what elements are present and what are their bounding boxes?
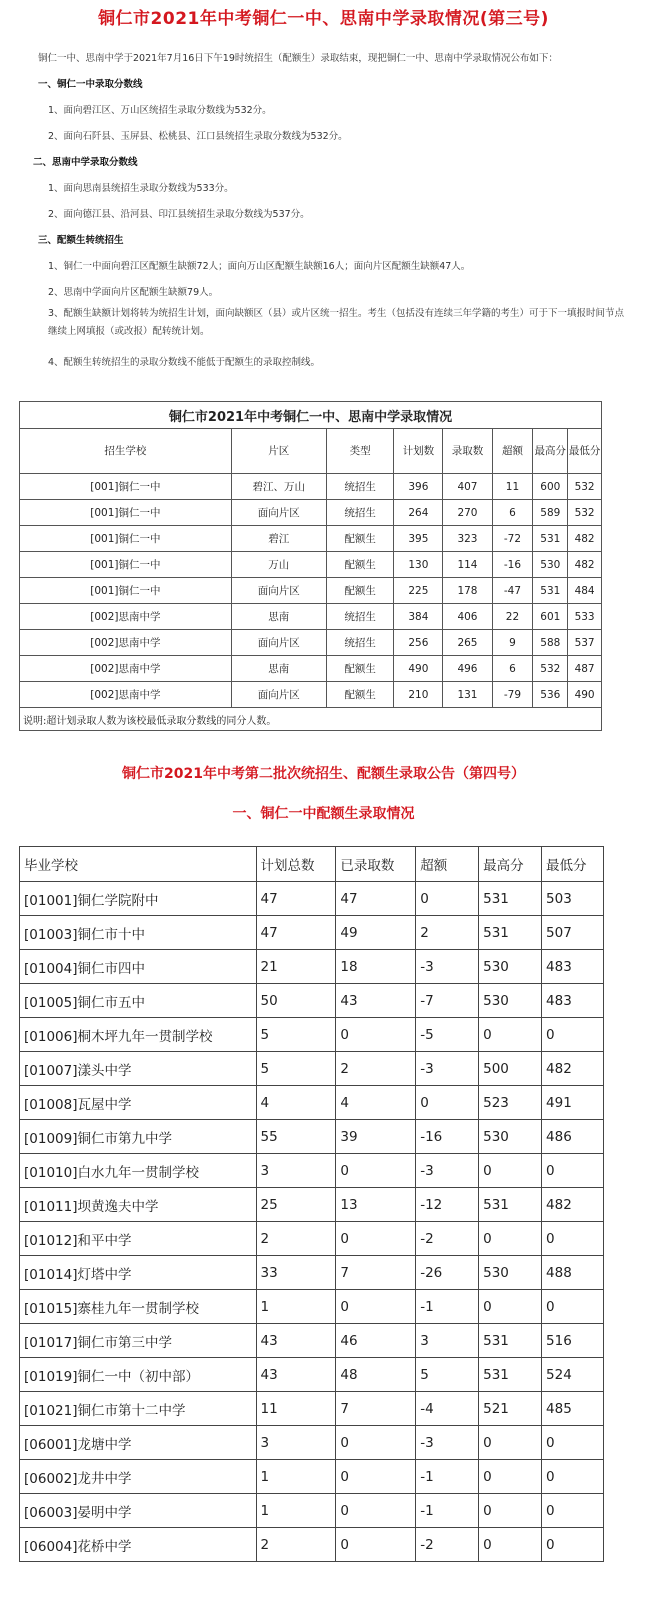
table-cell: 25 [256, 1188, 336, 1222]
table-cell: -2 [416, 1528, 479, 1562]
table-row [20, 578, 602, 604]
table-cell: [01003]铜仁市十中 [20, 916, 257, 950]
table-cell: 533 [568, 604, 602, 630]
table-cell: 0 [336, 1154, 416, 1188]
table-cell: 130 [394, 552, 443, 578]
table-cell: [01009]铜仁市第九中学 [20, 1120, 257, 1154]
table2-header: 最低分 [542, 847, 604, 882]
table-row [20, 984, 604, 1018]
table2-header: 计划总数 [256, 847, 336, 882]
table-row [20, 1256, 604, 1290]
table-cell: 225 [394, 578, 443, 604]
table-row [20, 916, 604, 950]
table1-header: 超额 [492, 429, 533, 474]
admission-table-3 [19, 401, 602, 731]
table-cell: 0 [542, 1154, 604, 1188]
table-cell: [01015]寨桂九年一贯制学校 [20, 1290, 257, 1324]
table-cell: 碧江 [231, 526, 326, 552]
table-row [20, 656, 602, 682]
notice4-subtitle: 一、铜仁一中配额生录取情况 [232, 806, 415, 822]
table-cell: 配额生 [326, 552, 394, 578]
table-cell: 2 [416, 916, 479, 950]
table-cell: 530 [479, 950, 542, 984]
table-cell: 530 [533, 552, 568, 578]
table-cell: [06001]龙塘中学 [20, 1426, 257, 1460]
table-cell: 47 [256, 916, 336, 950]
table-cell: 3 [256, 1154, 336, 1188]
table1-header: 最高分 [533, 429, 568, 474]
table2-header: 最高分 [479, 847, 542, 882]
table-cell: 0 [479, 1426, 542, 1460]
table-cell: 碧江、万山 [231, 474, 326, 500]
table-cell: [01008]瓦屋中学 [20, 1086, 257, 1120]
table-cell: 统招生 [326, 630, 394, 656]
table-cell: -1 [416, 1460, 479, 1494]
table-cell: -3 [416, 1154, 479, 1188]
table-cell: 516 [542, 1324, 604, 1358]
table-row [20, 1460, 604, 1494]
table-cell: 6 [492, 656, 533, 682]
table-cell: 601 [533, 604, 568, 630]
table-cell: [001]铜仁一中 [20, 526, 232, 552]
table1-header: 最低分 [568, 429, 602, 474]
table-cell: -2 [416, 1222, 479, 1256]
table1-header-row [20, 429, 602, 474]
table-cell: -12 [416, 1188, 479, 1222]
table-cell: 2 [256, 1528, 336, 1562]
table-row [20, 1188, 604, 1222]
table-cell: [002]思南中学 [20, 656, 232, 682]
table-cell: 270 [443, 500, 492, 526]
table-row [20, 682, 602, 708]
table-cell: 532 [568, 500, 602, 526]
table-cell: 49 [336, 916, 416, 950]
table-cell: 395 [394, 526, 443, 552]
table-cell: 5 [256, 1018, 336, 1052]
table-cell: 0 [542, 1222, 604, 1256]
table-cell: [001]铜仁一中 [20, 474, 232, 500]
table-cell: -1 [416, 1494, 479, 1528]
table-cell: 3 [256, 1426, 336, 1460]
table-cell: 537 [568, 630, 602, 656]
table-cell: 5 [416, 1358, 479, 1392]
section2-item: 1、面向思南县统招生录取分数线为533分。 [48, 183, 234, 194]
table-cell: 47 [256, 882, 336, 916]
table-cell: 0 [336, 1528, 416, 1562]
table-cell: [06002]龙井中学 [20, 1460, 257, 1494]
table-cell: 万山 [231, 552, 326, 578]
table2-header: 超额 [416, 847, 479, 882]
table-cell: 43 [336, 984, 416, 1018]
table-cell: 486 [542, 1120, 604, 1154]
table-cell: 1 [256, 1290, 336, 1324]
table-cell: 面向片区 [231, 500, 326, 526]
table-row [20, 552, 602, 578]
quota-admission-table [19, 846, 604, 1562]
table1-header: 片区 [231, 429, 326, 474]
table-cell: 1 [256, 1460, 336, 1494]
table-cell: [01004]铜仁市四中 [20, 950, 257, 984]
table-cell: 0 [336, 1222, 416, 1256]
section1-heading: 一、铜仁一中录取分数线 [38, 79, 143, 90]
section3-item: 2、思南中学面向片区配额生缺额79人。 [48, 287, 219, 298]
table-cell: -47 [492, 578, 533, 604]
section3-item: 4、配额生转统招生的录取分数线不能低于配额生的录取控制线。 [48, 357, 321, 368]
table-cell: 39 [336, 1120, 416, 1154]
table-cell: 482 [568, 526, 602, 552]
table-row [20, 1290, 604, 1324]
table-cell: -7 [416, 984, 479, 1018]
table-cell: 配额生 [326, 578, 394, 604]
table-row [20, 1052, 604, 1086]
table-cell: 0 [336, 1494, 416, 1528]
table-cell: 530 [479, 984, 542, 1018]
table-cell: 323 [443, 526, 492, 552]
table-cell: 531 [533, 578, 568, 604]
table-cell: 配额生 [326, 656, 394, 682]
table-cell: 0 [336, 1018, 416, 1052]
table-row [20, 1018, 604, 1052]
table-cell: 532 [533, 656, 568, 682]
table-cell: 0 [479, 1018, 542, 1052]
table-cell: 114 [443, 552, 492, 578]
table-cell: 532 [568, 474, 602, 500]
table-cell: -26 [416, 1256, 479, 1290]
table-cell: 483 [542, 950, 604, 984]
section2-item: 2、面向德江县、沿河县、印江县统招生录取分数线为537分。 [48, 209, 310, 220]
table-cell: 482 [568, 552, 602, 578]
table-cell: [002]思南中学 [20, 630, 232, 656]
table-cell: 131 [443, 682, 492, 708]
table-cell: 482 [542, 1052, 604, 1086]
table-row [20, 1086, 604, 1120]
table-cell: 500 [479, 1052, 542, 1086]
table-cell: 0 [479, 1222, 542, 1256]
table-cell: 210 [394, 682, 443, 708]
table-cell: -16 [492, 552, 533, 578]
table-cell: 21 [256, 950, 336, 984]
table-cell: 496 [443, 656, 492, 682]
table-cell: 7 [336, 1392, 416, 1426]
section2-heading: 二、思南中学录取分数线 [33, 157, 138, 168]
table-cell: 0 [479, 1290, 542, 1324]
table-row [20, 1222, 604, 1256]
table-cell: [06004]花桥中学 [20, 1528, 257, 1562]
notice3-title: 铜仁市2021年中考铜仁一中、思南中学录取情况(第三号) [98, 9, 549, 29]
table-cell: -4 [416, 1392, 479, 1426]
table-cell: 589 [533, 500, 568, 526]
table-row [20, 630, 602, 656]
table-cell: 490 [568, 682, 602, 708]
table1-caption: 铜仁市2021年中考铜仁一中、思南中学录取情况 [20, 402, 602, 429]
table-row [20, 950, 604, 984]
table-cell: 530 [479, 1120, 542, 1154]
table-cell: 配额生 [326, 526, 394, 552]
table-cell: 530 [479, 1256, 542, 1290]
table-cell: 4 [336, 1086, 416, 1120]
table-cell: 531 [479, 882, 542, 916]
table-cell: 531 [479, 1188, 542, 1222]
table-cell: [001]铜仁一中 [20, 578, 232, 604]
table-cell: 265 [443, 630, 492, 656]
table-cell: 统招生 [326, 604, 394, 630]
table2-header: 已录取数 [336, 847, 416, 882]
table-cell: -5 [416, 1018, 479, 1052]
section3-heading: 三、配额生转统招生 [38, 235, 124, 246]
table-cell: -3 [416, 1052, 479, 1086]
table-cell: -72 [492, 526, 533, 552]
table-cell: -3 [416, 950, 479, 984]
table-cell: 22 [492, 604, 533, 630]
table-row [20, 1528, 604, 1562]
table-cell: 18 [336, 950, 416, 984]
table-row [20, 526, 602, 552]
table-cell: 2 [336, 1052, 416, 1086]
table-cell: [01021]铜仁市第十二中学 [20, 1392, 257, 1426]
table-cell: 43 [256, 1324, 336, 1358]
table-cell: 531 [479, 1358, 542, 1392]
table1-note: 说明:超计划录取人数为该校最低录取分数线的同分人数。 [20, 708, 602, 731]
table-cell: 503 [542, 882, 604, 916]
table-cell: 0 [479, 1528, 542, 1562]
table-cell: [01014]灯塔中学 [20, 1256, 257, 1290]
table-row [20, 604, 602, 630]
section1-item: 2、面向石阡县、玉屏县、松桃县、江口县统招生录取分数线为532分。 [48, 131, 348, 142]
table-cell: 0 [542, 1290, 604, 1324]
table-cell: [002]思南中学 [20, 604, 232, 630]
table-cell: 531 [479, 916, 542, 950]
table-cell: [01005]铜仁市五中 [20, 984, 257, 1018]
table-cell: 483 [542, 984, 604, 1018]
table-cell: 396 [394, 474, 443, 500]
table-cell: 0 [542, 1494, 604, 1528]
table2-header: 毕业学校 [20, 847, 257, 882]
table-cell: 3 [416, 1324, 479, 1358]
table-cell: 11 [256, 1392, 336, 1426]
table-cell: [002]思南中学 [20, 682, 232, 708]
table-cell: -1 [416, 1290, 479, 1324]
table-cell: 48 [336, 1358, 416, 1392]
table-cell: [01017]铜仁市第三中学 [20, 1324, 257, 1358]
table-cell: 配额生 [326, 682, 394, 708]
table-row [20, 1494, 604, 1528]
table-cell: 0 [416, 882, 479, 916]
table-cell: 面向片区 [231, 682, 326, 708]
table-cell: 0 [479, 1154, 542, 1188]
table-cell: [01012]和平中学 [20, 1222, 257, 1256]
table-cell: 2 [256, 1222, 336, 1256]
table-cell: 思南 [231, 604, 326, 630]
table-cell: 33 [256, 1256, 336, 1290]
table-cell: 统招生 [326, 500, 394, 526]
table-cell: 55 [256, 1120, 336, 1154]
table-cell: 178 [443, 578, 492, 604]
table-cell: [01006]桐木坪九年一贯制学校 [20, 1018, 257, 1052]
table-cell: 264 [394, 500, 443, 526]
table-cell: 1 [256, 1494, 336, 1528]
table-cell: 9 [492, 630, 533, 656]
table-cell: 5 [256, 1052, 336, 1086]
table-cell: 面向片区 [231, 578, 326, 604]
table-row [20, 1120, 604, 1154]
table-cell: 统招生 [326, 474, 394, 500]
table-row [20, 474, 602, 500]
table-cell: 47 [336, 882, 416, 916]
table-cell: 406 [443, 604, 492, 630]
table-cell: 256 [394, 630, 443, 656]
table-cell: -79 [492, 682, 533, 708]
table1-header: 计划数 [394, 429, 443, 474]
table-cell: -16 [416, 1120, 479, 1154]
table-cell: 521 [479, 1392, 542, 1426]
table-cell: 407 [443, 474, 492, 500]
table-cell: -3 [416, 1426, 479, 1460]
table-cell: 600 [533, 474, 568, 500]
table-cell: 487 [568, 656, 602, 682]
section3-item: 1、铜仁一中面向碧江区配额生缺额72人；面向万山区配额生缺额16人；面向片区配额生缺额47人。 [48, 261, 471, 272]
table-cell: 0 [542, 1018, 604, 1052]
table1-header: 类型 [326, 429, 394, 474]
table1-header: 录取数 [443, 429, 492, 474]
section1-item: 1、面向碧江区、万山区统招生录取分数线为532分。 [48, 105, 272, 116]
table-cell: 6 [492, 500, 533, 526]
table-cell: [01011]坝黄逸夫中学 [20, 1188, 257, 1222]
table-cell: 7 [336, 1256, 416, 1290]
table-cell: [001]铜仁一中 [20, 552, 232, 578]
table-cell: [01001]铜仁学院附中 [20, 882, 257, 916]
notice3-intro: 铜仁一中、思南中学于2021年7月16日下午19时统招生（配额生）录取结束，现把铜仁一中、思南中学录取情况公布如下： [38, 53, 558, 64]
table-cell: 0 [336, 1426, 416, 1460]
table-cell: 485 [542, 1392, 604, 1426]
table-row [20, 1392, 604, 1426]
table-cell: 491 [542, 1086, 604, 1120]
table-cell: [06003]晏明中学 [20, 1494, 257, 1528]
table1-header: 招生学校 [20, 429, 232, 474]
table-cell: 0 [479, 1494, 542, 1528]
table-cell: 46 [336, 1324, 416, 1358]
table-row [20, 1324, 604, 1358]
table-cell: 482 [542, 1188, 604, 1222]
table-cell: 4 [256, 1086, 336, 1120]
table-cell: [001]铜仁一中 [20, 500, 232, 526]
table-cell: 0 [336, 1290, 416, 1324]
table-cell: 488 [542, 1256, 604, 1290]
table-cell: 0 [479, 1460, 542, 1494]
table-cell: 0 [336, 1460, 416, 1494]
table-cell: 384 [394, 604, 443, 630]
table-cell: 484 [568, 578, 602, 604]
table-cell: 523 [479, 1086, 542, 1120]
table-row [20, 882, 604, 916]
table-cell: 490 [394, 656, 443, 682]
table-row [20, 1426, 604, 1460]
table-cell: [01010]白水九年一贯制学校 [20, 1154, 257, 1188]
table-cell: 507 [542, 916, 604, 950]
table-row [20, 500, 602, 526]
table-cell: [01019]铜仁一中（初中部） [20, 1358, 257, 1392]
table-cell: 13 [336, 1188, 416, 1222]
table-cell: 531 [533, 526, 568, 552]
table-row [20, 1154, 604, 1188]
table-cell: 思南 [231, 656, 326, 682]
section3-item: 3、配额生缺额计划将转为统招生计划，面向缺额区（县）或片区统一招生。考生（包括没有连续三年学籍的考生）可于下一填报时间节点继续上网填报（或改报）配转统计划。 [48, 308, 625, 337]
table-cell: 11 [492, 474, 533, 500]
table-cell: 50 [256, 984, 336, 1018]
notice4-title: 铜仁市2021年中考第二批次统招生、配额生录取公告（第四号） [122, 766, 525, 782]
table2-header-row [20, 847, 604, 882]
table-cell: 43 [256, 1358, 336, 1392]
table-cell: 524 [542, 1358, 604, 1392]
table-cell: 536 [533, 682, 568, 708]
table-cell: 面向片区 [231, 630, 326, 656]
table-cell: 0 [542, 1460, 604, 1494]
table-cell: 531 [479, 1324, 542, 1358]
table-row [20, 1358, 604, 1392]
table-cell: 0 [542, 1528, 604, 1562]
table-cell: 0 [542, 1426, 604, 1460]
table-cell: [01007]漾头中学 [20, 1052, 257, 1086]
table-cell: 0 [416, 1086, 479, 1120]
table-cell: 588 [533, 630, 568, 656]
